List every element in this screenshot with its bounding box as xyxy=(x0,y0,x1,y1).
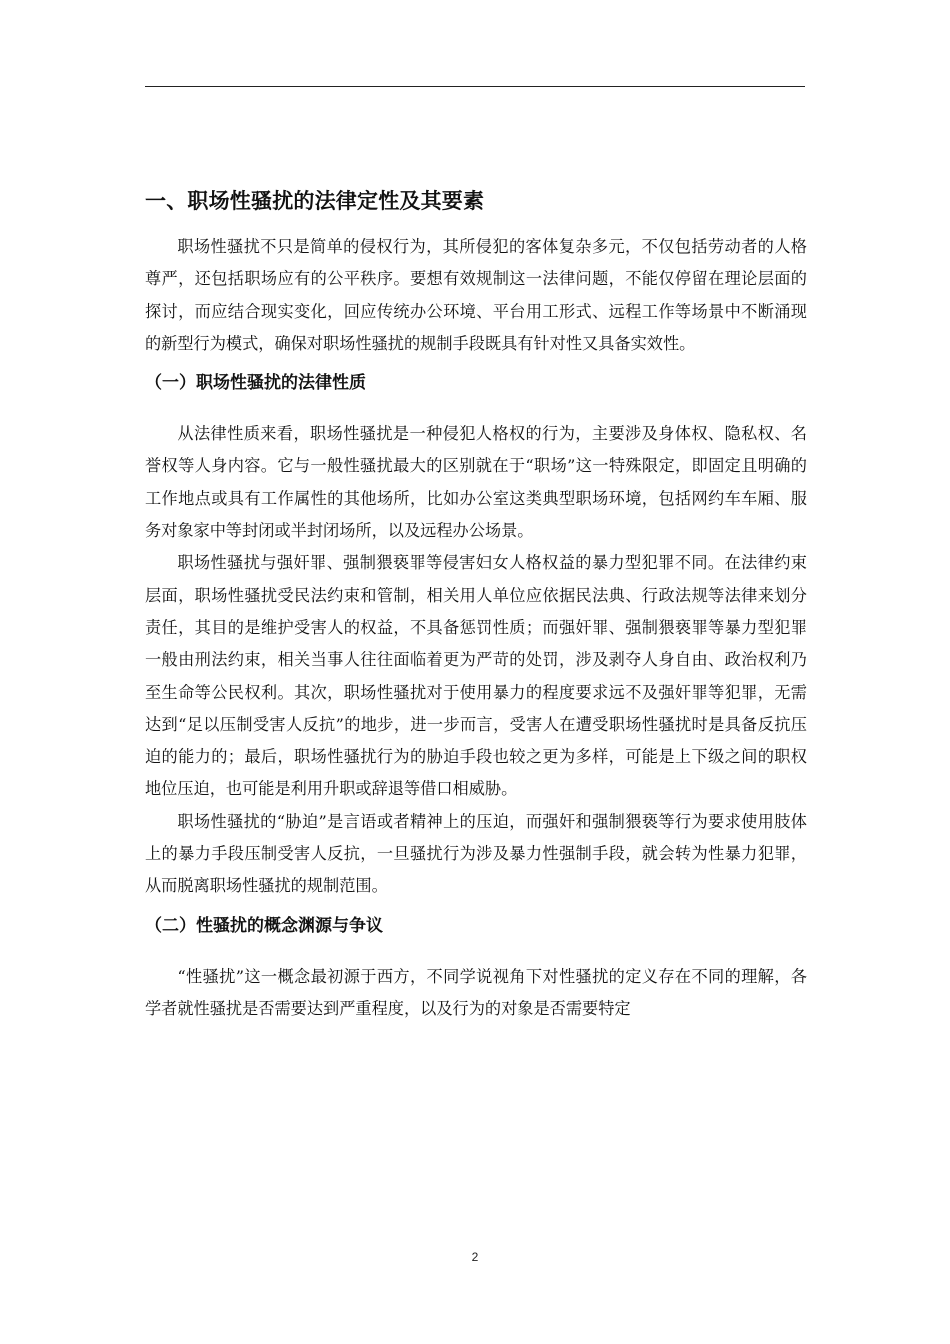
paragraph-legal-nature-3: 职场性骚扰的“胁迫”是言语或者精神上的压迫，而强奸和强制猥亵等行为要求使用肢体上的暴力手段压制受害人反抗，一旦骚扰行为涉及暴力性强制手段，就会转为性暴力犯罪，从而脱离职场性骚扰的规制范围。 xyxy=(145,811,807,896)
header-rule xyxy=(145,86,805,87)
page-number: 2 xyxy=(471,1250,479,1264)
paragraph-concept-origin-1: “性骚扰”这一概念最初源于西方，不同学说视角下对性骚扰的定义存在不同的理解，各学者就性骚扰是否需要达到严重程度，以及行为的对象是否需要特定 xyxy=(145,966,807,1018)
paragraph-legal-nature-1: 从法律性质来看，职场性骚扰是一种侵犯人格权的行为，主要涉及身体权、隐私权、名誉权等人身内容。它与一般性骚扰最大的区别就在于“职场”这一特殊限定，即固定且明确的工作地点或具有工作属性的其他场所，比如办公室这类典型职场环境，包括网约车车厢、服务对象家中等封闭或半封闭场所，以及远程办公场景。 xyxy=(145,424,807,541)
section-title: 一、职场性骚扰的法律定性及其要素 xyxy=(145,189,485,213)
subsection-title-legal-nature: （一）职场性骚扰的法律性质 xyxy=(145,373,366,394)
paragraph-intro: 职场性骚扰不只是简单的侵权行为，其所侵犯的客体复杂多元，不仅包括劳动者的人格尊严，还包括职场应有的公平秩序。要想有效规制这一法律问题，不能仅停留在理论层面的探讨，而应结合现实变化，回应传统办公环境、平台用工形式、远程工作等场景中不断涌现的新型行为模式，确保对职场性骚扰的规制手段既具有针对性又具备实效性。 xyxy=(145,237,807,353)
paragraph-legal-nature-2: 职场性骚扰与强奸罪、强制猥亵罪等侵害妇女人格权益的暴力型犯罪不同。在法律约束层面，职场性骚扰受民法约束和管制，相关用人单位应依据民法典、行政法规等法律来划分责任，其目的是维护受害人的权益，不具备惩罚性质；而强奸罪、强制猥亵罪等暴力型犯罪一般由刑法约束，相关当事人往往面临着更为严苛的处罚，涉及剥夺人身自由、政治权利乃至生命等公民权利。其次，职场性骚扰对于使用暴力的程度要求远不及强奸罪等犯罪，无需达到“足以压制受害人反抗”的地步，进一步而言，受害人在遭受职场性骚扰时是具备反抗压迫的能力的；最后，职场性骚扰行为的胁迫手段也较之更为多样，可能是上下级之间的职权地位压迫，也可能是利用升职或辞退等借口相威胁。 xyxy=(145,553,807,799)
page-body xyxy=(145,181,807,1025)
subsection-title-concept-origin: （二）性骚扰的概念渊源与争议 xyxy=(145,915,383,936)
